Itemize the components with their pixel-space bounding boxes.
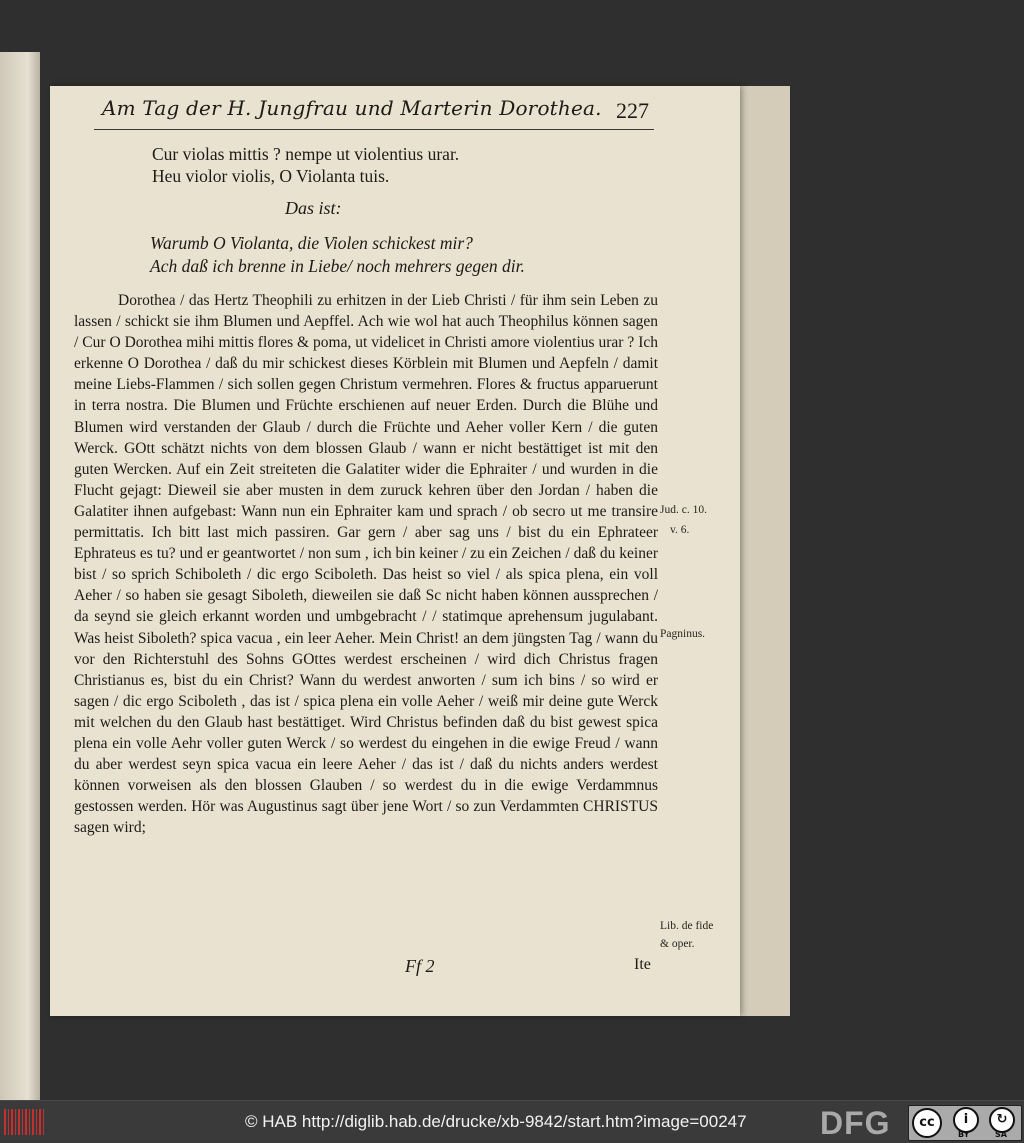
margin-note-lib: Lib. de fide <box>660 920 714 932</box>
margin-note-jud: Jud. c. 10. <box>660 504 707 516</box>
margin-note-pagninus: Pagninus. <box>660 628 706 640</box>
das-ist-heading: Das ist: <box>285 198 342 218</box>
attribution-person-icon: i <box>953 1107 979 1133</box>
footer-bar <box>0 1100 1024 1143</box>
latin-verse-2: Heu violor violis, O Violanta tuis. <box>152 166 390 186</box>
latin-verse-1: Cur violas mittis ? nempe ut violentius urar. <box>152 144 460 164</box>
share-alike-icon: ↻ <box>989 1107 1015 1133</box>
cc-icon: cc <box>912 1108 942 1138</box>
page-number: 227 <box>616 98 649 123</box>
margin-note-oper: & oper. <box>660 938 695 950</box>
german-verse-2: Ach daß ich brenne in Liebe/ noch mehrers gegen dir. <box>150 256 525 276</box>
dfg-logo: DFG <box>820 1105 891 1141</box>
license-sa-label: SA <box>995 1130 1007 1139</box>
header-rule <box>94 129 654 130</box>
body-paragraph: Dorothea / das Hertz Theophili zu erhitzen in der Lieb Christi / für ihm sein Leben zu lassen / schickt sie ihm Blumen und Aepffel. Ach wie wol hat auch Theophilus können sagen / Cur O Dorothea mihi mittis flores & poma, ut videlicet in Christi amore violentius urar ? Ich erkenne O Dorothea / daß du mir schickest dieses Körblein mit Blumen und Aepfeln / damit meine Liebs-Flammen / sich sollen gegen Christum vermehren. Flores & fructus apparuerunt in terra nostra. Die Blumen und Früchte erschienen auf neuer Erden. Durch die Blühe und Blumen wird verstanden der Glaub / durch die Früchte und Aeher voller Kern / die guten Werck. GOtt schätzt nichts von dem blossen Glaub / wann er nicht bestättiget ist mit den guten Wercken. Auf ein Zeit streiteten die Galatiter wider die Ephraiter / und wurden in die Flucht gejagt: Dieweil sie aber musten in dem zuruck kehren über den Jordan / haben die Galatiter ihnen aufgebast: Wann nun ein Ephraiter kam und sprach / ob secro ut me transire permittatis. Ich bitt last mich passiren. Gar gern / aber sag uns / bist du ein Ephrateer Ephrateus es tu? und er geantwortet / non sum , ich bin keiner / zu ein Zeichen / daß du keiner bist / so sprich Schiboleth / dic ergo Sciboleth. Das heist so viel / als spica plena, ein voll Aeher / so haben sie gesagt Siboleth, dieweilen sie daß Sc nicht haben können aussprechen / da seynd sie gleich erkannt worden und umbgebracht / / statimque aprehensum jugulabant. Was heist Siboleth? spica vacua , ein leer Aeher. Mein Christ! an dem jüngsten Tag / wann du vor den Richterstuhl des Sohns GOttes werdest erscheinen / wird dich Christus fragen Christianus es, bist du ein Christ? Wann du werdest anworten / sum ich bins / so wird er sagen / dic ergo Sciboleth , das ist / spica plena ein volle Aeher / weiß mir deine gute Werck mit welchen du den Glaub hast bestättiget. Wird Christus befinden daß du bist gewest spica plena ein volle Aehr voller guten Werck / so werdest du eingehen in die ewige Freud / wann du aber werdest seyn spica vacua ein leere Aeher / das ist / daß du nichts anders werdest können vorweisen als den blossen Glauben / so werdest du in die ewige Verdammnus gestossen werden. Hör was Augustinus sagt über jene Wort / so zun Verdammten CHRISTUS sagen wird; <box>74 292 658 837</box>
signature-mark: Ff 2 <box>405 956 435 976</box>
book-page <box>50 86 740 1016</box>
catchword: Ite <box>634 956 651 973</box>
margin-note-verse: v. 6. <box>670 524 690 536</box>
german-verse-1: Warumb O Violanta, die Violen schickest mir? <box>150 233 473 253</box>
running-head: Am Tag der H. Jungfrau und Marterin Dorothea. <box>102 96 602 120</box>
cc-license-badge[interactable] <box>908 1105 1022 1141</box>
previous-page-edge <box>0 52 40 1102</box>
source-credit-link[interactable]: © HAB http://diglib.hab.de/drucke/xb-9842/start.htm?image=00247 <box>245 1112 747 1131</box>
license-by-label: BY <box>958 1130 970 1139</box>
barcode-icon <box>4 1109 44 1135</box>
